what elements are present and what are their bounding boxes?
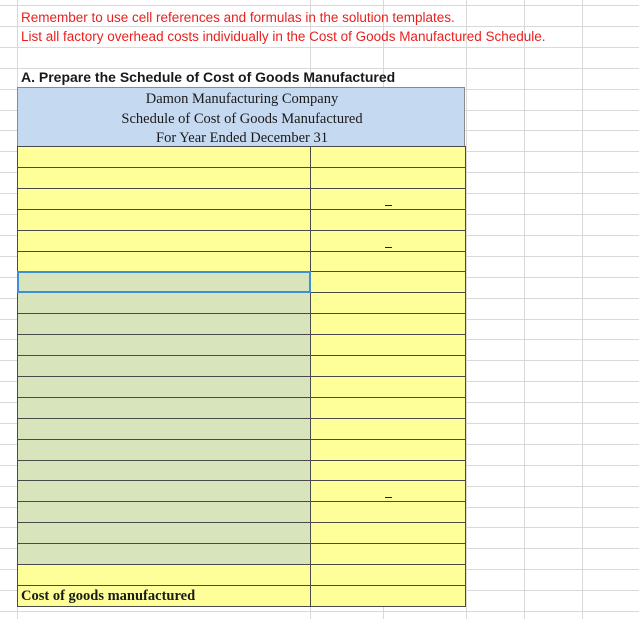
report-title: Schedule of Cost of Goods Manufactured <box>121 111 363 127</box>
schedule-header-block <box>17 87 465 146</box>
schedule-label-cell[interactable] <box>17 167 311 189</box>
schedule-amount-cell[interactable] <box>310 209 466 231</box>
company-name: Damon Manufacturing Company <box>145 91 339 107</box>
schedule-amount-cell[interactable] <box>310 480 466 502</box>
schedule-amount-cell[interactable] <box>310 167 466 189</box>
cost-of-goods-manufactured-amount-cell[interactable] <box>310 585 466 607</box>
schedule-label-cell[interactable] <box>17 334 311 356</box>
schedule-amount-cell[interactable] <box>310 292 466 314</box>
grid-column-line <box>582 0 583 619</box>
schedule-label-cell[interactable] <box>17 397 311 419</box>
grid-column-line <box>466 0 467 619</box>
grid-column-line <box>524 0 525 619</box>
schedule-amount-cell[interactable] <box>310 397 466 419</box>
schedule-label-cell[interactable] <box>17 251 311 272</box>
schedule-amount-cell[interactable] <box>310 355 466 377</box>
schedule-label-cell[interactable] <box>17 418 311 440</box>
schedule-amount-cell[interactable] <box>310 271 466 293</box>
schedule-amount-cell[interactable] <box>310 522 466 544</box>
zero-dash-indicator <box>385 247 392 248</box>
schedule-label-cell[interactable] <box>17 230 311 252</box>
schedule-amount-cell[interactable] <box>310 376 466 398</box>
schedule-amount-cell[interactable] <box>310 564 466 586</box>
schedule-amount-cell[interactable] <box>310 188 466 210</box>
grid-row-line <box>0 47 639 48</box>
schedule-label-cell[interactable] <box>17 292 311 314</box>
schedule-amount-cell[interactable] <box>310 418 466 440</box>
grid-row-line <box>0 611 639 612</box>
schedule-label-cell[interactable] <box>17 480 311 502</box>
cost-of-goods-manufactured-label-cell[interactable] <box>17 585 311 607</box>
schedule-label-cell[interactable] <box>17 313 311 335</box>
schedule-label-cell[interactable] <box>17 271 311 293</box>
zero-dash-indicator <box>385 497 392 498</box>
schedule-label-cell[interactable] <box>17 564 311 586</box>
section-title: A. Prepare the Schedule of Cost of Goods Manufactured <box>21 69 396 85</box>
schedule-label-cell[interactable] <box>17 209 311 231</box>
grid-row-line <box>0 26 639 27</box>
schedule-label-cell[interactable] <box>17 543 311 565</box>
schedule-label-cell[interactable] <box>17 522 311 544</box>
instruction-line-1: Remember to use cell references and formulas in the solution templates. <box>21 10 455 25</box>
cost-of-goods-manufactured-label: Cost of goods manufactured <box>21 588 196 604</box>
schedule-amount-cell[interactable] <box>310 313 466 335</box>
schedule-label-cell[interactable] <box>17 188 311 210</box>
schedule-amount-cell[interactable] <box>310 230 466 252</box>
schedule-amount-cell[interactable] <box>310 334 466 356</box>
instruction-line-2: List all factory overhead costs individually in the Cost of Goods Manufactured Schedule. <box>21 29 546 44</box>
grid-row-line <box>0 5 639 6</box>
schedule-amount-cell[interactable] <box>310 460 466 481</box>
report-period: For Year Ended December 31 <box>156 130 328 146</box>
schedule-label-cell[interactable] <box>17 355 311 377</box>
zero-dash-indicator <box>385 205 392 206</box>
schedule-label-cell[interactable] <box>17 439 311 461</box>
schedule-label-cell[interactable] <box>17 460 311 481</box>
schedule-amount-cell[interactable] <box>310 439 466 461</box>
schedule-label-cell[interactable] <box>17 501 311 523</box>
schedule-amount-cell[interactable] <box>310 543 466 565</box>
schedule-label-cell[interactable] <box>17 376 311 398</box>
schedule-amount-cell[interactable] <box>310 251 466 272</box>
schedule-amount-cell[interactable] <box>310 146 466 168</box>
schedule-amount-cell[interactable] <box>310 501 466 523</box>
schedule-label-cell[interactable] <box>17 146 311 168</box>
